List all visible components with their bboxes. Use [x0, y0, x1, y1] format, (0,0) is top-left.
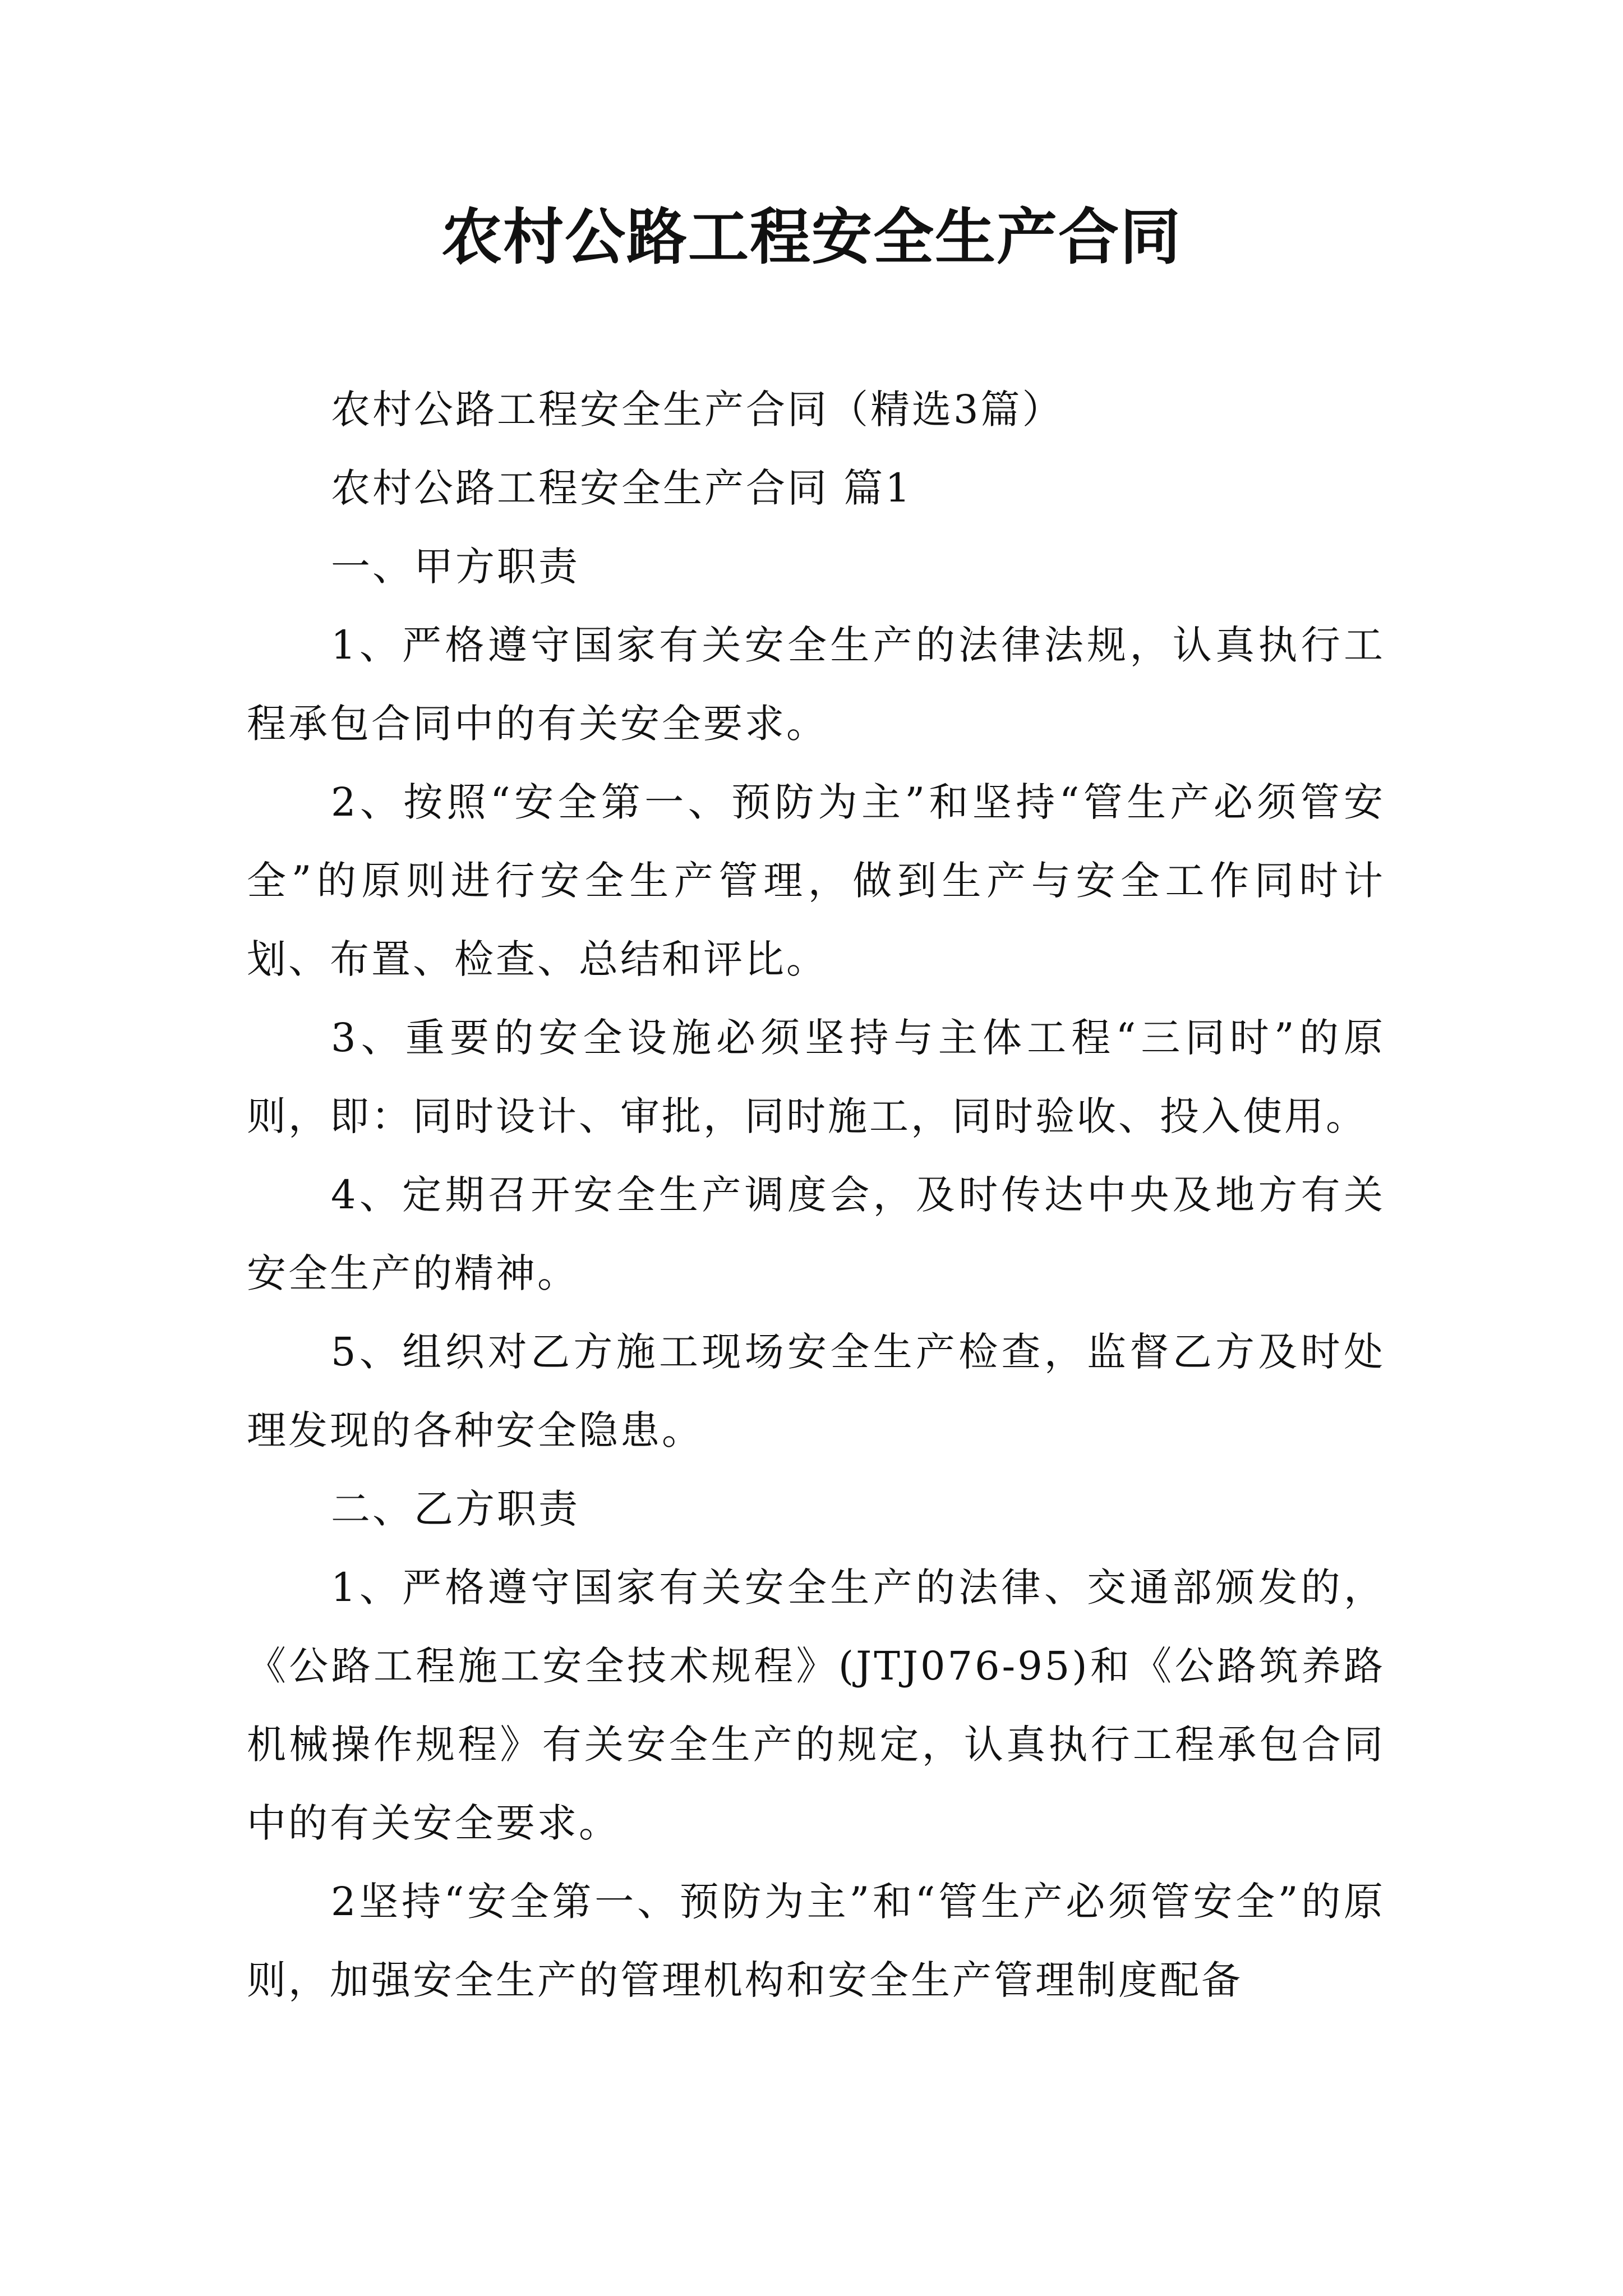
paragraph-subtitle: 农村公路工程安全生产合同（精选3篇） — [331, 386, 1064, 432]
paragraph-party-a-heading: 一、甲方职责 — [331, 544, 580, 590]
paragraph-section-heading: 农村公路工程安全生产合同 篇1 — [331, 465, 912, 511]
paragraph-party-a-item-2: 2、按照“安全第一、预防为主”和坚持“管生产必须管安全”的原则进行安全生产管理，做到生产与安全工作同时计划、布置、检查、总结和评比。 — [247, 779, 1385, 982]
paragraph-party-b-item-2: 2坚持“安全第一、预防为主”和“管生产必须管安全”的原则，加强安全生产的管理机构和安全生产管理制度配备 — [247, 1879, 1385, 2003]
paragraph-party-a-item-3: 3、重要的安全设施必须坚持与主体工程“三同时”的原则，即：同时设计、审批，同时施工，同时验收、投入使用。 — [247, 1015, 1385, 1139]
document-title: 农村公路工程安全生产合同 — [441, 202, 1182, 273]
paragraph-party-b-item-1: 1、严格遵守国家有关安全生产的法律、交通部颁发的，《公路工程施工安全技术规程》(JTJ076-95)和《公路筑养路机械操作规程》有关安全生产的规定，认真执行工程承包合同中的有关安全要求。 — [247, 1565, 1385, 1846]
document-body — [247, 370, 1385, 2019]
paragraph-party-a-item-4: 4、定期召开安全生产调度会，及时传达中央及地方有关安全生产的精神。 — [247, 1172, 1385, 1296]
paragraph-party-a-item-1: 1、严格遵守国家有关安全生产的法律法规，认真执行工程承包合同中的有关安全要求。 — [247, 622, 1385, 747]
paragraph-party-b-heading: 二、乙方职责 — [331, 1486, 580, 1532]
paragraph-party-a-item-5: 5、组织对乙方施工现场安全生产检查，监督乙方及时处理发现的各种安全隐患。 — [247, 1329, 1385, 1453]
